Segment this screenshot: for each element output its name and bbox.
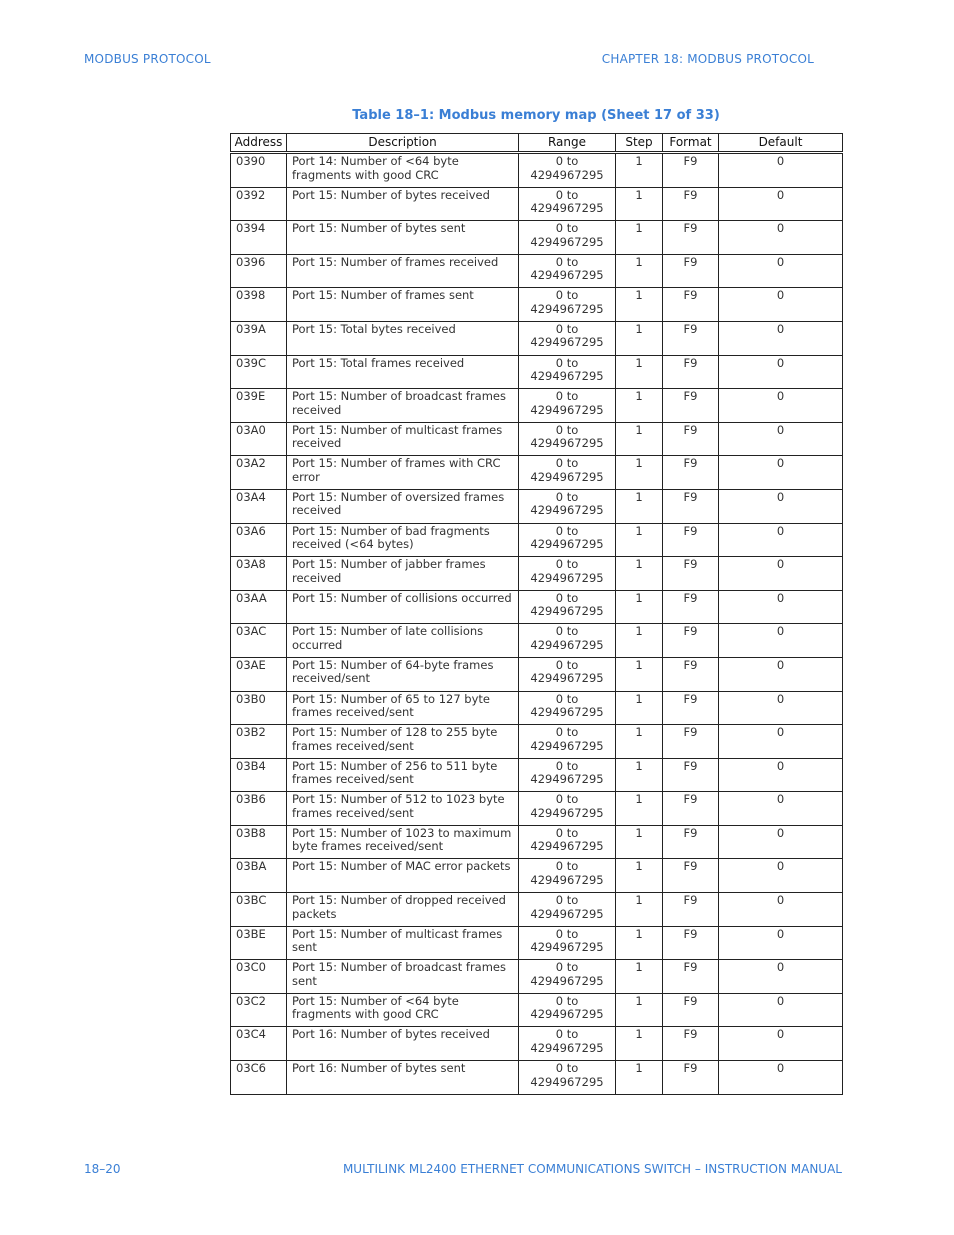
cell-description: Port 15: Number of multicast frames received xyxy=(287,422,519,456)
cell-step: 1 xyxy=(616,725,663,759)
table-row xyxy=(231,489,843,523)
cell-range: 0 to 4294967295 xyxy=(519,422,616,456)
table-body xyxy=(231,153,843,1095)
cell-format: F9 xyxy=(663,456,719,490)
cell-step: 1 xyxy=(616,254,663,288)
column-header-description: Description xyxy=(287,134,519,153)
cell-range: 0 to 4294967295 xyxy=(519,389,616,423)
cell-description: Port 15: Number of bad fragments received (<64 bytes) xyxy=(287,523,519,557)
cell-default: 0 xyxy=(719,1061,843,1095)
cell-description: Port 15: Number of broadcast frames received xyxy=(287,389,519,423)
cell-step: 1 xyxy=(616,624,663,658)
cell-description: Port 15: Number of 512 to 1023 byte frames received/sent xyxy=(287,792,519,826)
cell-range: 0 to 4294967295 xyxy=(519,792,616,826)
cell-address: 03C0 xyxy=(231,960,287,994)
cell-range: 0 to 4294967295 xyxy=(519,221,616,255)
cell-address: 03B4 xyxy=(231,758,287,792)
cell-format: F9 xyxy=(663,993,719,1027)
cell-description: Port 15: Number of broadcast frames sent xyxy=(287,960,519,994)
cell-address: 0398 xyxy=(231,288,287,322)
cell-format: F9 xyxy=(663,624,719,658)
cell-description: Port 15: Number of jabber frames received xyxy=(287,557,519,591)
cell-format: F9 xyxy=(663,523,719,557)
table-row xyxy=(231,624,843,658)
cell-description: Port 15: Number of bytes sent xyxy=(287,221,519,255)
cell-step: 1 xyxy=(616,456,663,490)
cell-step: 1 xyxy=(616,792,663,826)
cell-default: 0 xyxy=(719,725,843,759)
cell-step: 1 xyxy=(616,422,663,456)
cell-description: Port 15: Number of 256 to 511 byte frames received/sent xyxy=(287,758,519,792)
cell-range: 0 to 4294967295 xyxy=(519,355,616,389)
cell-default: 0 xyxy=(719,221,843,255)
table-row xyxy=(231,221,843,255)
table-row xyxy=(231,825,843,859)
cell-step: 1 xyxy=(616,1027,663,1061)
cell-description: Port 15: Number of 65 to 127 byte frames received/sent xyxy=(287,691,519,725)
cell-step: 1 xyxy=(616,960,663,994)
cell-default: 0 xyxy=(719,657,843,691)
page-number: 18–20 xyxy=(84,1162,121,1176)
cell-format: F9 xyxy=(663,557,719,591)
cell-step: 1 xyxy=(616,355,663,389)
cell-description: Port 15: Number of 1023 to maximum byte frames received/sent xyxy=(287,825,519,859)
cell-description: Port 16: Number of bytes received xyxy=(287,1027,519,1061)
cell-default: 0 xyxy=(719,691,843,725)
cell-step: 1 xyxy=(616,993,663,1027)
cell-format: F9 xyxy=(663,893,719,927)
cell-step: 1 xyxy=(616,926,663,960)
cell-range: 0 to 4294967295 xyxy=(519,825,616,859)
table-row xyxy=(231,725,843,759)
cell-format: F9 xyxy=(663,1027,719,1061)
cell-address: 039E xyxy=(231,389,287,423)
cell-description: Port 15: Number of MAC error packets xyxy=(287,859,519,893)
cell-address: 03A6 xyxy=(231,523,287,557)
modbus-memory-map-table xyxy=(230,133,843,1095)
cell-step: 1 xyxy=(616,557,663,591)
cell-address: 03C4 xyxy=(231,1027,287,1061)
cell-address: 0394 xyxy=(231,221,287,255)
cell-address: 039A xyxy=(231,321,287,355)
cell-step: 1 xyxy=(616,321,663,355)
column-header-step: Step xyxy=(616,134,663,153)
manual-title: MULTILINK ML2400 ETHERNET COMMUNICATIONS SWITCH – INSTRUCTION MANUAL xyxy=(342,1162,842,1176)
cell-step: 1 xyxy=(616,523,663,557)
cell-address: 03B8 xyxy=(231,825,287,859)
column-header-range: Range xyxy=(519,134,616,153)
cell-range: 0 to 4294967295 xyxy=(519,590,616,624)
cell-address: 03A8 xyxy=(231,557,287,591)
cell-default: 0 xyxy=(719,523,843,557)
cell-address: 03AA xyxy=(231,590,287,624)
cell-format: F9 xyxy=(663,590,719,624)
table-row xyxy=(231,1061,843,1095)
cell-address: 0390 xyxy=(231,153,287,188)
cell-format: F9 xyxy=(663,153,719,188)
cell-format: F9 xyxy=(663,926,719,960)
running-header-chapter: CHAPTER 18: MODBUS PROTOCOL xyxy=(601,52,814,66)
cell-step: 1 xyxy=(616,657,663,691)
cell-format: F9 xyxy=(663,1061,719,1095)
cell-format: F9 xyxy=(663,422,719,456)
table-row xyxy=(231,926,843,960)
cell-format: F9 xyxy=(663,859,719,893)
cell-format: F9 xyxy=(663,187,719,221)
column-header-address: Address xyxy=(231,134,287,153)
table-row xyxy=(231,288,843,322)
table-row xyxy=(231,422,843,456)
table-row xyxy=(231,758,843,792)
cell-description: Port 15: Number of collisions occurred xyxy=(287,590,519,624)
cell-default: 0 xyxy=(719,288,843,322)
cell-format: F9 xyxy=(663,254,719,288)
cell-step: 1 xyxy=(616,893,663,927)
cell-step: 1 xyxy=(616,825,663,859)
cell-step: 1 xyxy=(616,859,663,893)
cell-description: Port 15: Number of multicast frames sent xyxy=(287,926,519,960)
cell-address: 03AC xyxy=(231,624,287,658)
table-row xyxy=(231,557,843,591)
cell-address: 03BA xyxy=(231,859,287,893)
cell-description: Port 15: Total bytes received xyxy=(287,321,519,355)
cell-address: 03A4 xyxy=(231,489,287,523)
cell-default: 0 xyxy=(719,321,843,355)
cell-default: 0 xyxy=(719,489,843,523)
table-row xyxy=(231,355,843,389)
cell-range: 0 to 4294967295 xyxy=(519,657,616,691)
cell-step: 1 xyxy=(616,590,663,624)
cell-description: Port 15: Number of oversized frames received xyxy=(287,489,519,523)
column-header-default: Default xyxy=(719,134,843,153)
cell-default: 0 xyxy=(719,993,843,1027)
cell-range: 0 to 4294967295 xyxy=(519,960,616,994)
cell-format: F9 xyxy=(663,960,719,994)
cell-format: F9 xyxy=(663,825,719,859)
cell-default: 0 xyxy=(719,389,843,423)
cell-address: 03C6 xyxy=(231,1061,287,1095)
cell-default: 0 xyxy=(719,758,843,792)
cell-default: 0 xyxy=(719,960,843,994)
cell-range: 0 to 4294967295 xyxy=(519,187,616,221)
cell-format: F9 xyxy=(663,355,719,389)
cell-range: 0 to 4294967295 xyxy=(519,288,616,322)
cell-range: 0 to 4294967295 xyxy=(519,489,616,523)
cell-range: 0 to 4294967295 xyxy=(519,926,616,960)
table-row xyxy=(231,960,843,994)
table-row xyxy=(231,254,843,288)
cell-address: 03A0 xyxy=(231,422,287,456)
cell-range: 0 to 4294967295 xyxy=(519,993,616,1027)
cell-range: 0 to 4294967295 xyxy=(519,691,616,725)
cell-description: Port 14: Number of <64 byte fragments with good CRC xyxy=(287,153,519,188)
cell-default: 0 xyxy=(719,590,843,624)
cell-description: Port 15: Total frames received xyxy=(287,355,519,389)
cell-step: 1 xyxy=(616,758,663,792)
table-row xyxy=(231,389,843,423)
cell-address: 03BC xyxy=(231,893,287,927)
cell-format: F9 xyxy=(663,489,719,523)
table-row xyxy=(231,859,843,893)
cell-description: Port 15: Number of 64-byte frames received/sent xyxy=(287,657,519,691)
table-row xyxy=(231,153,843,188)
cell-default: 0 xyxy=(719,624,843,658)
table-row xyxy=(231,893,843,927)
cell-range: 0 to 4294967295 xyxy=(519,1027,616,1061)
cell-address: 0396 xyxy=(231,254,287,288)
cell-address: 03C2 xyxy=(231,993,287,1027)
cell-range: 0 to 4294967295 xyxy=(519,893,616,927)
cell-default: 0 xyxy=(719,926,843,960)
cell-range: 0 to 4294967295 xyxy=(519,725,616,759)
table-row xyxy=(231,187,843,221)
table-row xyxy=(231,523,843,557)
cell-address: 03B6 xyxy=(231,792,287,826)
column-header-format: Format xyxy=(663,134,719,153)
cell-format: F9 xyxy=(663,657,719,691)
table-row xyxy=(231,321,843,355)
cell-default: 0 xyxy=(719,187,843,221)
cell-step: 1 xyxy=(616,489,663,523)
cell-description: Port 15: Number of frames with CRC error xyxy=(287,456,519,490)
cell-format: F9 xyxy=(663,321,719,355)
table-row xyxy=(231,590,843,624)
table-title: Table 18–1: Modbus memory map (Sheet 17 of 33) xyxy=(352,108,720,123)
cell-description: Port 15: Number of <64 byte fragments with good CRC xyxy=(287,993,519,1027)
cell-description: Port 15: Number of 128 to 255 byte frames received/sent xyxy=(287,725,519,759)
cell-step: 1 xyxy=(616,389,663,423)
cell-description: Port 15: Number of frames received xyxy=(287,254,519,288)
cell-default: 0 xyxy=(719,254,843,288)
cell-default: 0 xyxy=(719,557,843,591)
cell-address: 03BE xyxy=(231,926,287,960)
cell-step: 1 xyxy=(616,1061,663,1095)
cell-range: 0 to 4294967295 xyxy=(519,758,616,792)
cell-step: 1 xyxy=(616,288,663,322)
table-header-row xyxy=(231,134,843,153)
table-row xyxy=(231,691,843,725)
table-row xyxy=(231,456,843,490)
cell-default: 0 xyxy=(719,825,843,859)
cell-format: F9 xyxy=(663,725,719,759)
cell-description: Port 16: Number of bytes sent xyxy=(287,1061,519,1095)
cell-format: F9 xyxy=(663,758,719,792)
cell-default: 0 xyxy=(719,859,843,893)
cell-default: 0 xyxy=(719,893,843,927)
cell-step: 1 xyxy=(616,187,663,221)
cell-default: 0 xyxy=(719,456,843,490)
cell-default: 0 xyxy=(719,1027,843,1061)
table-row xyxy=(231,993,843,1027)
cell-format: F9 xyxy=(663,691,719,725)
cell-range: 0 to 4294967295 xyxy=(519,153,616,188)
cell-range: 0 to 4294967295 xyxy=(519,859,616,893)
cell-format: F9 xyxy=(663,792,719,826)
cell-step: 1 xyxy=(616,221,663,255)
cell-address: 039C xyxy=(231,355,287,389)
cell-range: 0 to 4294967295 xyxy=(519,1061,616,1095)
cell-default: 0 xyxy=(719,792,843,826)
cell-address: 03B2 xyxy=(231,725,287,759)
cell-address: 03B0 xyxy=(231,691,287,725)
cell-range: 0 to 4294967295 xyxy=(519,254,616,288)
cell-format: F9 xyxy=(663,389,719,423)
cell-address: 0392 xyxy=(231,187,287,221)
cell-range: 0 to 4294967295 xyxy=(519,557,616,591)
cell-description: Port 15: Number of bytes received xyxy=(287,187,519,221)
cell-default: 0 xyxy=(719,153,843,188)
cell-format: F9 xyxy=(663,288,719,322)
cell-default: 0 xyxy=(719,355,843,389)
cell-default: 0 xyxy=(719,422,843,456)
cell-format: F9 xyxy=(663,221,719,255)
cell-address: 03A2 xyxy=(231,456,287,490)
cell-description: Port 15: Number of frames sent xyxy=(287,288,519,322)
cell-description: Port 15: Number of dropped received packets xyxy=(287,893,519,927)
cell-range: 0 to 4294967295 xyxy=(519,523,616,557)
cell-address: 03AE xyxy=(231,657,287,691)
cell-range: 0 to 4294967295 xyxy=(519,321,616,355)
cell-range: 0 to 4294967295 xyxy=(519,624,616,658)
cell-step: 1 xyxy=(616,153,663,188)
cell-range: 0 to 4294967295 xyxy=(519,456,616,490)
table-row xyxy=(231,1027,843,1061)
cell-step: 1 xyxy=(616,691,663,725)
table-row xyxy=(231,657,843,691)
cell-description: Port 15: Number of late collisions occurred xyxy=(287,624,519,658)
running-header-section: MODBUS PROTOCOL xyxy=(84,52,211,66)
table-row xyxy=(231,792,843,826)
